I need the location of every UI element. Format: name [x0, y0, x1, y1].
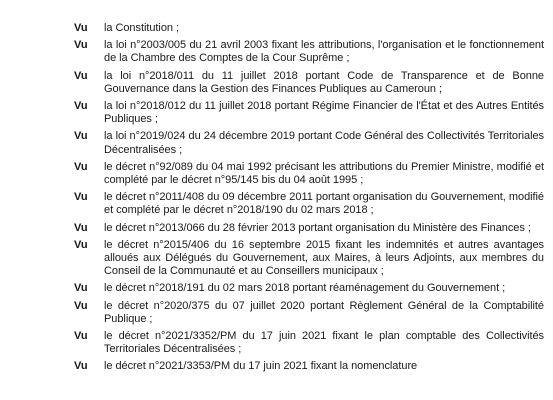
visa-entry: [74, 222, 544, 235]
visa-prefix: Vu: [74, 160, 88, 173]
visa-text: la loi n°2019/024 du 24 décembre 2019 portant Code Général des Collectivités Territoriales Décentralisées ;: [104, 130, 544, 156]
visa-text: la loi n°2018/011 du 11 juillet 2018 portant Code de Transparence et de Bonne Gouvernance dans la Gestion des Finances Publiques au Cameroun ;: [104, 69, 544, 95]
visa-text: le décret n°2020/375 du 07 juillet 2020 portant Règlement Général de la Comptabilité Publique ;: [104, 299, 544, 325]
visa-prefix: Vu: [74, 282, 88, 295]
visa-text: le décret n°2018/191 du 02 mars 2018 portant réaménagement du Gouvernement ;: [104, 282, 506, 295]
visa-prefix: Vu: [74, 39, 88, 52]
document-body: [74, 22, 544, 378]
visa-entry: [74, 191, 544, 217]
visa-entry: [74, 360, 544, 373]
visa-entry: [74, 239, 544, 279]
visa-text: le décret n°2013/066 du 28 février 2013 portant organisation du Ministère des Finances ;: [104, 221, 531, 234]
visa-prefix: Vu: [74, 69, 88, 82]
visa-entry: [74, 100, 544, 126]
visa-entry: [74, 282, 544, 295]
visa-text: la Constitution ;: [104, 22, 179, 34]
visa-prefix: Vu: [74, 330, 88, 343]
visa-entry: [74, 300, 544, 326]
visa-prefix: Vu: [74, 100, 88, 113]
visa-prefix: Vu: [74, 221, 88, 234]
visa-prefix: Vu: [74, 22, 88, 34]
visa-text: le décret n°2015/406 du 16 septembre 2015 fixant les indemnités et autres avantages alloués aux Délégués du Gouvernement, aux Maires, à leurs Adjoints, aux membres du Conseil de la Communauté et au Conseillers municipaux ;: [104, 238, 544, 278]
visa-entry: [74, 330, 544, 356]
visa-entry: [74, 22, 544, 35]
visa-entry: [74, 161, 544, 187]
visa-text: le décret n°2021/3353/PM du 17 juin 2021 fixant la nomenclature: [104, 360, 418, 373]
visa-text: la loi n°2018/012 du 11 juillet 2018 portant Régime Financier de l'État et des Autres Entités Publiques ;: [104, 100, 544, 126]
visa-text: le décret n°92/089 du 04 mai 1992 précisant les attributions du Premier Ministre, modifié et complété par le décret n°95/145 bis du 04 août 1995 ;: [104, 160, 544, 187]
visa-entry: [74, 70, 544, 96]
visa-prefix: Vu: [74, 299, 88, 312]
visa-entry: [74, 130, 544, 156]
visa-text: le décret n°2021/3352/PM du 17 juin 2021 fixant le plan comptable des Collectivités Territoriales Décentralisées ;: [104, 330, 544, 356]
visa-prefix: Vu: [74, 360, 88, 373]
visa-text: la loi n°2003/005 du 21 avril 2003 fixant les attributions, l'organisation et le fonctionnement de la Chambre des Comptes de la Cour Suprême ;: [104, 39, 544, 65]
visa-prefix: Vu: [74, 130, 88, 143]
visa-prefix: Vu: [74, 191, 88, 204]
visa-text: le décret n°2011/408 du 09 décembre 2011 portant organisation du Gouvernement, modifié et complété par le décret n°2018/190 du 02 mars 2018 ;: [104, 191, 544, 217]
visa-prefix: Vu: [74, 238, 88, 251]
visa-entry: [74, 39, 544, 65]
